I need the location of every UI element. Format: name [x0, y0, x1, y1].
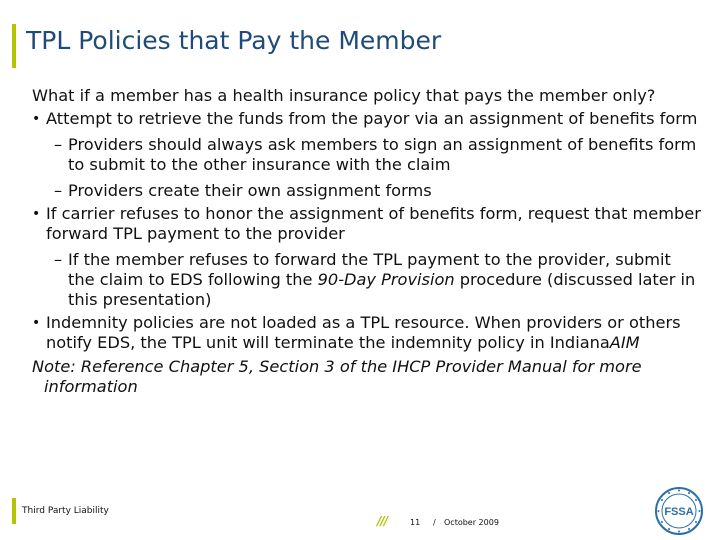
- bullet-2-sub-1-text-a: If the member refuses to forward the TPL payment to the provider, submit the claim to EDS following the: [68, 250, 671, 289]
- bullet-2-text: If carrier refuses to honor the assignment of benefits form, request that member forward TPL payment to the provider: [46, 204, 701, 243]
- bullet-3-aim: AIM: [609, 333, 640, 352]
- bullet-2-sub-1-text-b: procedure (discussed later in this presentation): [68, 270, 696, 309]
- footer-slashes: ///: [377, 514, 388, 528]
- bullet-3: [32, 313, 702, 353]
- footer-accent-bar: [12, 498, 16, 524]
- bullet-dot-icon: •: [32, 315, 41, 331]
- title-accent-bar: [12, 24, 16, 68]
- footer-section-label: Third Party Liability: [22, 506, 109, 516]
- bullet-dot-icon: •: [32, 206, 41, 222]
- footer-separator: /: [433, 518, 436, 527]
- bullet-1: [32, 109, 702, 129]
- logo-text: FSSA: [664, 506, 694, 518]
- bullet-1-sub-1: [32, 135, 702, 175]
- bullet-2-sub-1: [32, 250, 702, 310]
- bullet-1-text: Attempt to retrieve the funds from the payor via an assignment of benefits form: [46, 109, 698, 128]
- page-number: 11: [410, 518, 421, 527]
- bullet-3-text: Indemnity policies are not loaded as a TPL resource. When providers or others notify EDS, the TPL unit will terminate the indemnity policy in Indiana: [46, 313, 681, 352]
- bullet-1-sub-2: [32, 181, 702, 201]
- bullet-1-sub-2-text: Providers create their own assignment forms: [68, 181, 432, 200]
- footer-date: October 2009: [444, 518, 499, 527]
- reference-note: Note: Reference Chapter 5, Section 3 of the IHCP Provider Manual for more information: [32, 357, 642, 396]
- dash-icon: –: [54, 135, 63, 154]
- dash-icon: –: [54, 181, 63, 200]
- slide-title: TPL Policies that Pay the Member: [26, 26, 442, 55]
- bullet-dot-icon: •: [32, 111, 41, 127]
- slide-body: [32, 86, 702, 397]
- bullet-2: [32, 204, 702, 244]
- bullet-2-sub-1-italic: 90-Day Provision: [317, 270, 455, 289]
- bullet-1-sub-1-text: Providers should always ask members to sign an assignment of benefits form to submit to the other insurance with the claim: [68, 135, 697, 174]
- dash-icon: –: [54, 250, 63, 269]
- fssa-seal-logo: [654, 486, 704, 536]
- intro-question: What if a member has a health insurance policy that pays the member only?: [32, 86, 656, 105]
